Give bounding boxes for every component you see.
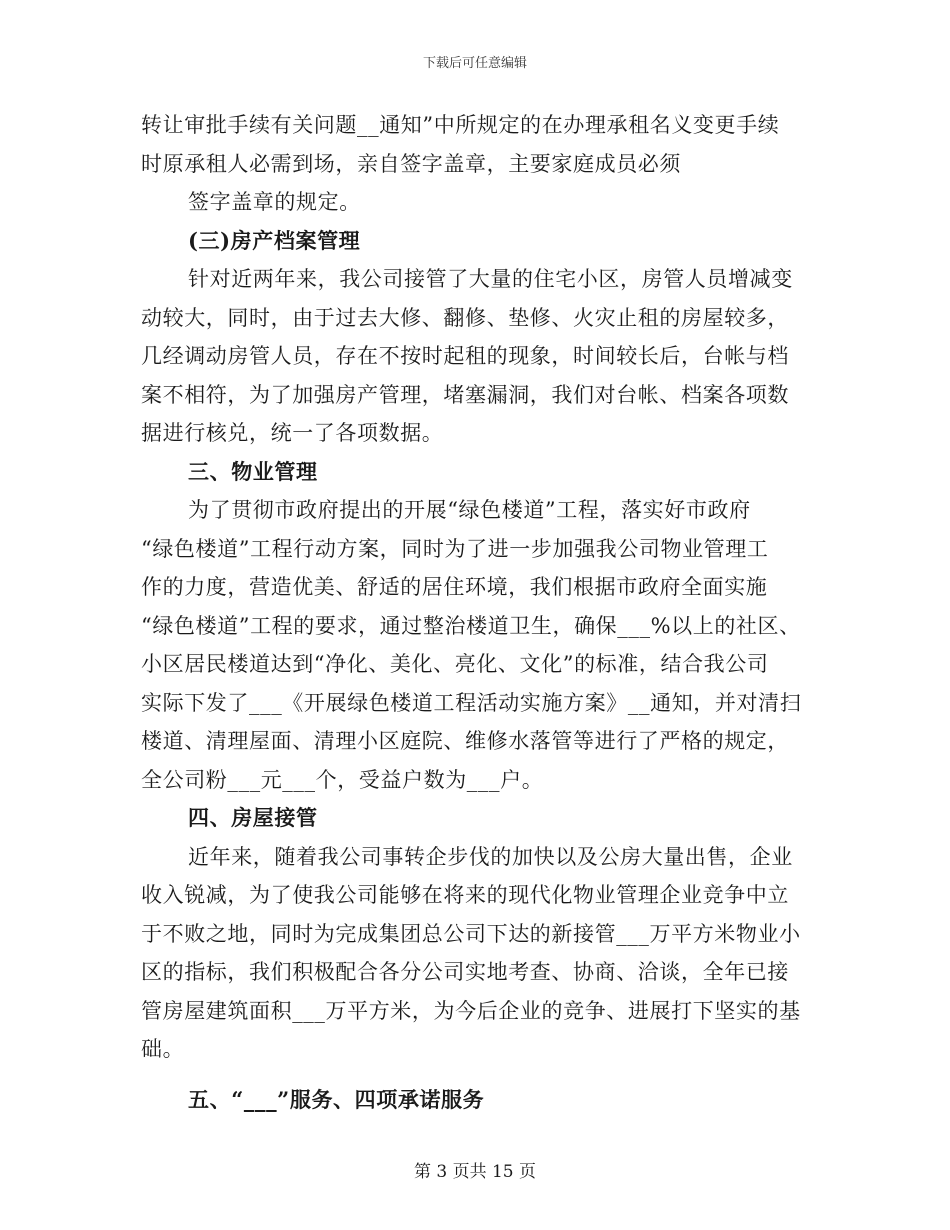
- body-line: 据进行核兑，统一了各项数据。: [141, 421, 444, 445]
- page-header: 下载后可任意编辑: [422, 56, 527, 71]
- body-line: 楼道、清理屋面、清理小区庭院、维修水落管等进行了严格的规定，: [141, 729, 789, 753]
- body-line: 区的指标，我们积极配合各分公司实地考查、协商、洽谈，全年已接: [141, 960, 789, 984]
- section-heading: 五、“___”服务、四项承诺服务: [188, 1086, 485, 1112]
- section-heading: 三、物业管理: [188, 458, 318, 484]
- body-line: 全公司粉___元___个，受益户数为___户。: [141, 767, 544, 792]
- body-line: 动较大，同时，由于过去大修、翻修、垫修、火灾止租的房屋较多，: [141, 305, 789, 330]
- section-heading: 四、房屋接管: [188, 805, 318, 830]
- body-line: 时原承租人必需到场，亲自签字盖章，主要家庭成员必须: [141, 151, 681, 176]
- body-line: 针对近两年来，我公司接管了大量的住宅小区，房管人员增减变: [188, 267, 793, 291]
- body-line: 实际下发了___《开展绿色楼道工程活动实施方案》__通知，并对清扫: [141, 690, 802, 715]
- body-line: “绿色楼道”工程的要求，通过整治楼道卫生，确保___%以上的社区、: [141, 613, 801, 638]
- body-line: 近年来，随着我公司事转企步伐的加快以及公房大量出售，企业: [188, 844, 793, 869]
- body-line: 收入锐减，为了使我公司能够在将来的现代化物业管理企业竞争中立: [141, 883, 789, 907]
- page-number: 第 3 页共 15 页: [413, 1162, 537, 1182]
- body-line: 管房屋建筑面积___万平方米，为今后企业的竞争、进展打下坚实的基: [141, 998, 801, 1023]
- body-line: 小区居民楼道达到“净化、美化、亮化、文化”的标准，结合我公司: [141, 652, 769, 676]
- body-line: 于不败之地，同时为完成集团总公司下达的新接管___万平方米物业小: [141, 921, 801, 946]
- body-line: 案不相符，为了加强房产管理，堵塞漏洞，我们对台帐、档案各项数: [141, 382, 789, 407]
- body-line: “绿色楼道”工程行动方案，同时为了进一步加强我公司物业管理工: [141, 536, 769, 561]
- body-line: 转让审批手续有关问题__通知”中所规定的在办理承租名义变更手续: [141, 113, 780, 137]
- body-line: 几经调动房管人员，存在不按时起租的现象，时间较长后，台帐与档: [141, 344, 789, 368]
- section-heading: (三)房产档案管理: [188, 227, 361, 253]
- document-body: [141, 106, 811, 1119]
- body-line: 签字盖章的规定。: [188, 190, 361, 214]
- body-line: 作的力度，营造优美、舒适的居住环境，我们根据市政府全面实施: [141, 575, 768, 599]
- body-line: 为了贯彻市政府提出的开展“绿色楼道”工程，落实好市政府: [188, 498, 751, 522]
- body-line: 础。: [141, 1037, 185, 1061]
